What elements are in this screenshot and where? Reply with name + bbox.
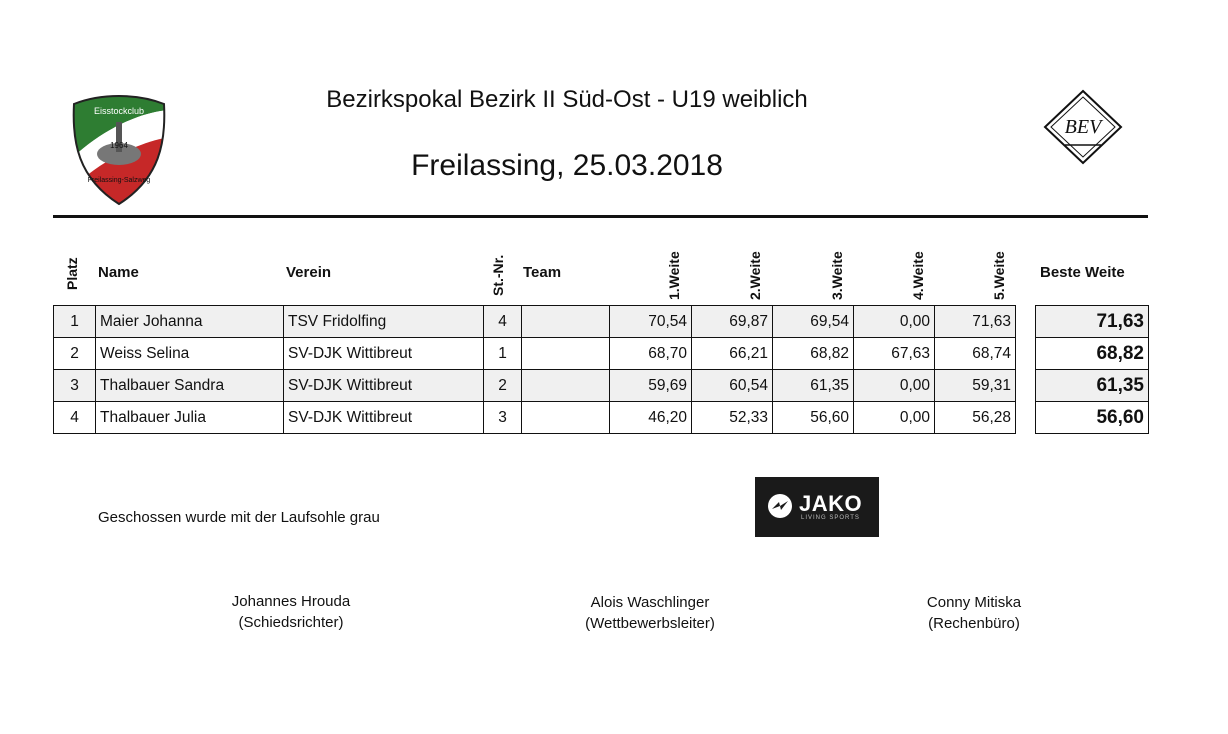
cell-platz: 3 bbox=[54, 370, 96, 402]
cell-team bbox=[522, 306, 610, 338]
cell-weite-5: 59,31 bbox=[935, 370, 1016, 402]
signature-role: (Wettbewerbsleiter) bbox=[585, 615, 715, 632]
cell-weite-4: 0,00 bbox=[854, 370, 935, 402]
cell-name: Maier Johanna bbox=[96, 306, 284, 338]
cell-name: Thalbauer Julia bbox=[96, 402, 284, 434]
header-name: Name bbox=[98, 264, 139, 281]
cell-weite-4: 67,63 bbox=[854, 338, 935, 370]
cell-weite-1: 59,69 bbox=[610, 370, 692, 402]
cell-weite-1: 70,54 bbox=[610, 306, 692, 338]
sponsor-tagline: LIVING SPORTS bbox=[801, 515, 860, 521]
club-logo-text: Eisstockclub bbox=[93, 106, 145, 116]
table-row bbox=[1036, 306, 1149, 338]
cell-platz: 4 bbox=[54, 402, 96, 434]
page-subtitle: Freilassing, 25.03.2018 bbox=[411, 149, 723, 182]
cell-platz: 2 bbox=[54, 338, 96, 370]
svg-text:BEV: BEV bbox=[1064, 116, 1102, 138]
best-distance-table bbox=[1035, 305, 1149, 434]
cell-verein: SV-DJK Wittibreut bbox=[284, 370, 484, 402]
table-row bbox=[54, 306, 1016, 338]
cell-st-nr: 2 bbox=[484, 370, 522, 402]
cell-best: 71,63 bbox=[1036, 306, 1149, 338]
cell-weite-4: 0,00 bbox=[854, 306, 935, 338]
table-row bbox=[54, 338, 1016, 370]
signature-competition-lead bbox=[530, 592, 770, 634]
svg-text:Freilassing-Salzweg: Freilassing-Salzweg bbox=[87, 177, 151, 184]
cell-name: Weiss Selina bbox=[96, 338, 284, 370]
results-table bbox=[53, 305, 1016, 434]
signature-name: Conny Mitiska bbox=[926, 594, 1022, 611]
cell-weite-1: 46,20 bbox=[610, 402, 692, 434]
header-weite-1: 1.Weite bbox=[666, 251, 682, 300]
signature-name: Johannes Hrouda bbox=[231, 593, 351, 610]
header-verein: Verein bbox=[286, 264, 332, 281]
cell-st-nr: 4 bbox=[484, 306, 522, 338]
cell-weite-3: 68,82 bbox=[773, 338, 854, 370]
cell-team bbox=[522, 338, 610, 370]
table-row bbox=[1036, 338, 1149, 370]
header-team: Team bbox=[523, 264, 562, 281]
header-weite-5: 5.Weite bbox=[991, 251, 1007, 300]
signature-scoring-office bbox=[854, 592, 1094, 634]
sponsor-name: JAKO bbox=[799, 491, 863, 516]
cell-weite-2: 60,54 bbox=[692, 370, 773, 402]
cell-team bbox=[522, 370, 610, 402]
header-weite-3: 3.Weite bbox=[829, 251, 845, 300]
cell-weite-2: 66,21 bbox=[692, 338, 773, 370]
header-weite-2: 2.Weite bbox=[747, 251, 763, 300]
cell-weite-5: 71,63 bbox=[935, 306, 1016, 338]
header-divider bbox=[53, 215, 1148, 218]
cell-weite-3: 61,35 bbox=[773, 370, 854, 402]
signature-name: Alois Waschlinger bbox=[590, 594, 710, 611]
cell-best: 56,60 bbox=[1036, 402, 1149, 434]
cell-weite-3: 56,60 bbox=[773, 402, 854, 434]
table-row bbox=[1036, 402, 1149, 434]
page-title: Bezirkspokal Bezirk II Süd-Ost - U19 weiblich bbox=[326, 86, 808, 113]
sole-note: Geschossen wurde mit der Laufsohle grau bbox=[98, 509, 380, 526]
header-beste-weite: Beste Weite bbox=[1040, 264, 1125, 281]
cell-weite-5: 56,28 bbox=[935, 402, 1016, 434]
cell-best: 68,82 bbox=[1036, 338, 1149, 370]
table-row bbox=[54, 402, 1016, 434]
svg-text:1964: 1964 bbox=[110, 141, 128, 150]
header-platz: Platz bbox=[64, 257, 80, 290]
cell-weite-2: 69,87 bbox=[692, 306, 773, 338]
signature-role: (Schiedsrichter) bbox=[238, 614, 344, 631]
cell-verein: SV-DJK Wittibreut bbox=[284, 338, 484, 370]
header-st-nr: St.-Nr. bbox=[490, 254, 506, 296]
cell-weite-1: 68,70 bbox=[610, 338, 692, 370]
table-row bbox=[1036, 370, 1149, 402]
cell-best: 61,35 bbox=[1036, 370, 1149, 402]
cell-name: Thalbauer Sandra bbox=[96, 370, 284, 402]
cell-st-nr: 1 bbox=[484, 338, 522, 370]
cell-team bbox=[522, 402, 610, 434]
cell-verein: SV-DJK Wittibreut bbox=[284, 402, 484, 434]
cell-verein: TSV Fridolfing bbox=[284, 306, 484, 338]
cell-st-nr: 3 bbox=[484, 402, 522, 434]
sponsor-logo bbox=[755, 477, 879, 537]
jako-mark-icon bbox=[767, 493, 793, 519]
cell-weite-4: 0,00 bbox=[854, 402, 935, 434]
cell-platz: 1 bbox=[54, 306, 96, 338]
cell-weite-2: 52,33 bbox=[692, 402, 773, 434]
cell-weite-3: 69,54 bbox=[773, 306, 854, 338]
header-weite-4: 4.Weite bbox=[910, 251, 926, 300]
cell-weite-5: 68,74 bbox=[935, 338, 1016, 370]
signature-role: (Rechenbüro) bbox=[928, 615, 1020, 632]
table-row bbox=[54, 370, 1016, 402]
signature-referee bbox=[171, 591, 411, 633]
